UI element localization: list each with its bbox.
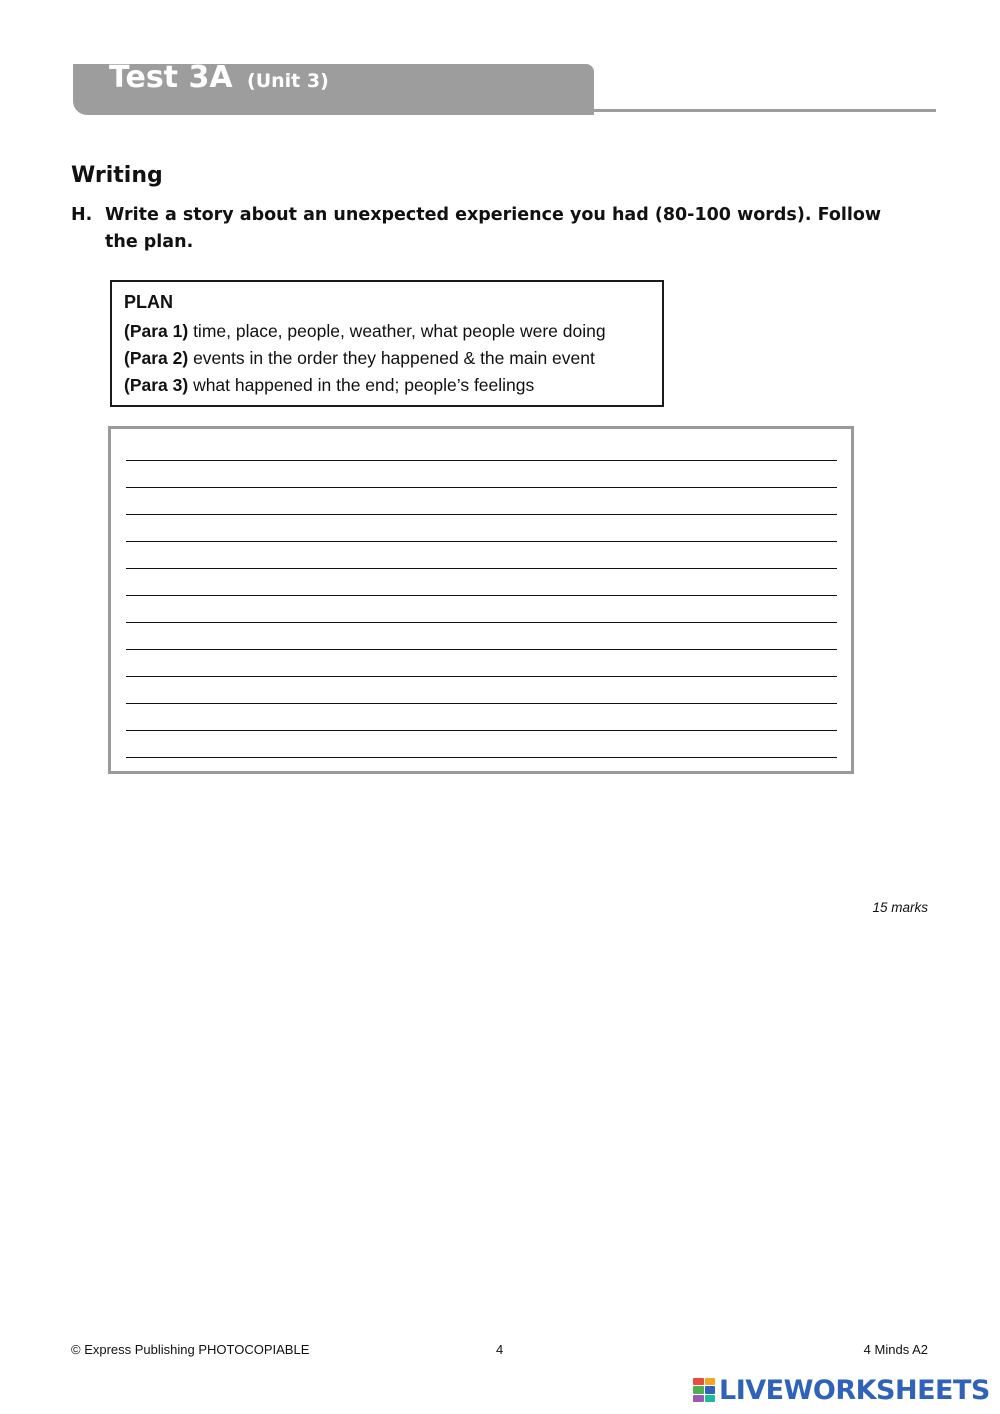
writing-line[interactable] — [126, 730, 837, 731]
writing-line[interactable] — [126, 595, 837, 596]
writing-line[interactable] — [126, 622, 837, 623]
test-title: Test 3A — [109, 60, 233, 95]
footer-page-number: 4 — [496, 1342, 504, 1357]
writing-line[interactable] — [126, 460, 837, 461]
brand-name: LIVEWORKSHEETS — [719, 1374, 990, 1406]
marks-label: 15 marks — [872, 900, 928, 915]
plan-row-text: what happened in the end; people’s feelings — [188, 375, 535, 395]
plan-row — [124, 321, 606, 342]
writing-line[interactable] — [126, 568, 837, 569]
task-text: Write a story about an unexpected experience you had (80-100 words). Follow the plan. — [105, 205, 882, 252]
writing-line[interactable] — [126, 703, 837, 704]
plan-row-label: (Para 3) — [124, 375, 189, 395]
writing-line[interactable] — [126, 676, 837, 677]
plan-row — [124, 375, 534, 396]
task-letter: H. — [71, 205, 93, 225]
plan-box — [110, 280, 664, 407]
brand-logo — [693, 1374, 990, 1406]
footer-copyright: © Express Publishing PHOTOCOPIABLE — [71, 1342, 310, 1357]
brand-grid-icon — [693, 1378, 715, 1402]
plan-row-label: (Para 2) — [124, 348, 189, 368]
unit-label: (Unit 3) — [247, 70, 329, 92]
footer-book-title: 4 Minds A2 — [863, 1342, 928, 1357]
plan-row — [124, 348, 595, 369]
section-heading: Writing — [71, 163, 163, 188]
writing-line[interactable] — [126, 541, 837, 542]
plan-row-label: (Para 1) — [124, 321, 189, 341]
writing-line[interactable] — [126, 514, 837, 515]
plan-title: PLAN — [124, 292, 173, 312]
plan-row-text: events in the order they happened & the main event — [188, 348, 595, 368]
plan-row-text: time, place, people, weather, what people were doing — [188, 321, 606, 341]
page-title — [109, 58, 329, 101]
writing-area[interactable] — [108, 426, 854, 774]
header-rule — [594, 109, 936, 112]
writing-line[interactable] — [126, 757, 837, 758]
writing-line[interactable] — [126, 487, 837, 488]
writing-line[interactable] — [126, 649, 837, 650]
